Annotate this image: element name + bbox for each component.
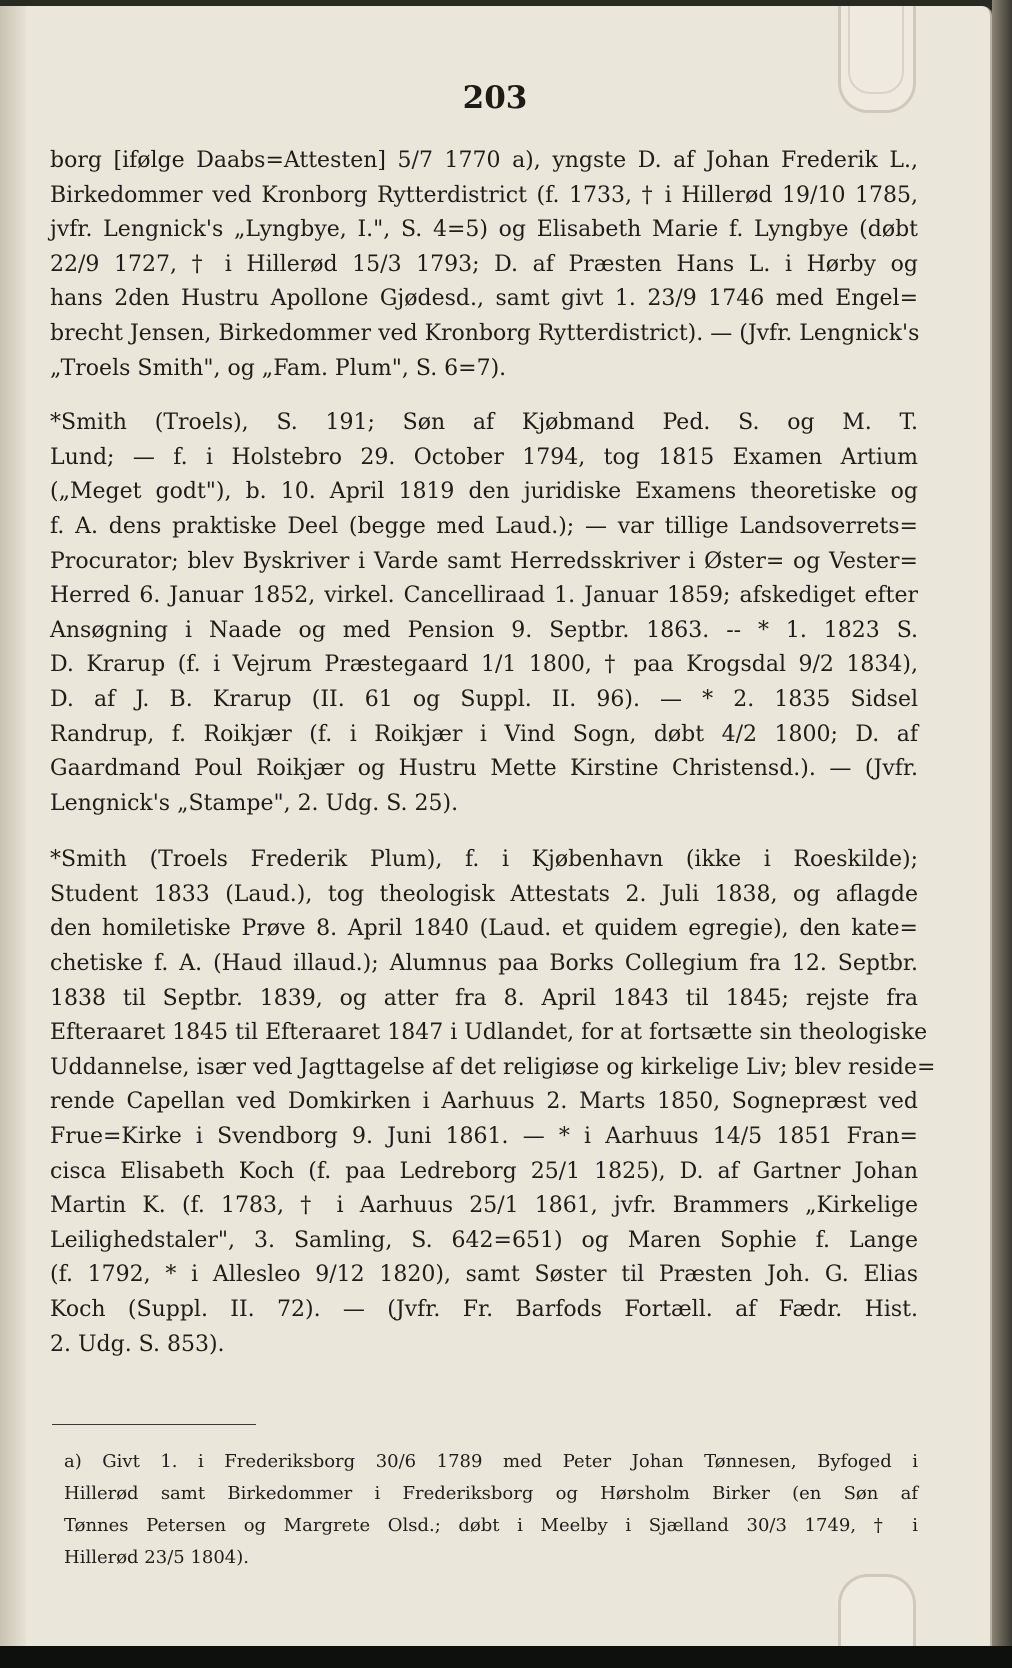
text-line: Herred 6. Januar 1852, virkel. Cancelliraad 1. Januar 1859; afskediget efter xyxy=(50,583,918,609)
text-line: rende Capellan ved Domkirken i Aarhuus 2. Marts 1850, Sognepræst ved xyxy=(50,1089,918,1115)
text-line: (f. 1792, * i Allesleo 9/12 1820), samt Søster til Præsten Joh. G. Elias xyxy=(50,1262,918,1288)
text-line: 2. Udg. S. 853). xyxy=(50,1331,225,1357)
text-line: Gaardmand Poul Roikjær og Hustru Mette Kirstine Christensd.). — (Jvfr. xyxy=(50,756,918,782)
scan-border-right xyxy=(992,0,1012,1668)
text-line: („Meget godt"), b. 10. April 1819 den juridiske Examens theoretiske og xyxy=(50,479,918,505)
footnote-line: a) Givt 1. i Frederiksborg 30/6 1789 med Peter Johan Tønnesen, Byfoged i xyxy=(64,1451,918,1472)
entry-heading-line: *Smith (Troels), S. 191; Søn af Kjøbmand Ped. S. og M. T. xyxy=(50,410,918,436)
text-line: Ansøgning i Naade og med Pension 9. Septbr. 1863. -- * 1. 1823 S. xyxy=(50,617,918,643)
book-page xyxy=(0,6,992,1648)
paragraph xyxy=(50,843,936,1362)
text-line: borg [ifølge Daabs=Attesten] 5/7 1770 a), yngste D. af Johan Frederik L., xyxy=(50,148,918,173)
text-line: Frue=Kirke i Svendborg 9. Juni 1861. — * i Aarhuus 14/5 1851 Fran= xyxy=(50,1124,918,1150)
footnote-line: Hillerød samt Birkedommer i Frederiksborg og Hørsholm Birker (en Søn af xyxy=(64,1483,918,1504)
text-line: hans 2den Hustru Apollone Gjødesd., samt givt 1. 23/9 1746 med Engel= xyxy=(50,286,918,312)
entry-heading-line: *Smith (Troels Frederik Plum), f. i Kjøbenhavn (ikke i Roeskilde); xyxy=(50,847,918,873)
footnote-line: Hillerød 23/5 1804). xyxy=(64,1547,250,1568)
binding-shadow xyxy=(0,6,26,1648)
text-line: brecht Jensen, Birkedommer ved Kronborg Rytterdistrict). — (Jvfr. Lengnick's xyxy=(50,320,920,346)
paragraph xyxy=(50,406,918,821)
text-line: D. af J. B. Krarup (II. 61 og Suppl. II. 96). — * 2. 1835 Sidsel xyxy=(50,686,918,712)
page-clip-bottom xyxy=(838,1574,916,1648)
text-line: cisca Elisabeth Koch (f. paa Ledreborg 25/1 1825), D. af Gartner Johan xyxy=(50,1158,918,1184)
text-line: Birkedommer ved Kronborg Rytterdistrict (f. 1733, † i Hillerød 19/10 1785, xyxy=(50,182,918,208)
footnote-line: Tønnes Petersen og Margrete Olsd.; døbt i Meelby i Sjælland 30/3 1749, † i xyxy=(64,1515,918,1536)
text-line: „Troels Smith", og „Fam. Plum", S. 6=7). xyxy=(50,355,507,381)
text-line: f. A. dens praktiske Deel (begge med Laud.); — var tillige Landsoverrets= xyxy=(50,513,918,539)
text-line: Student 1833 (Laud.), tog theologisk Attestats 2. Juli 1838, og aflagde xyxy=(50,881,918,907)
text-line: 22/9 1727, † i Hillerød 15/3 1793; D. af Præsten Hans L. i Hørby og xyxy=(50,251,918,277)
text-line: Leilighedstaler", 3. Samling, S. 642=651) og Maren Sophie f. Lange xyxy=(50,1227,918,1253)
text-line: Lund; — f. i Holstebro 29. October 1794, tog 1815 Examen Artium xyxy=(50,444,918,470)
paragraph xyxy=(50,144,918,386)
text-line: chetiske f. A. (Haud illaud.); Alumnus paa Borks Collegium fra 12. Septbr. xyxy=(50,951,918,977)
text-line: 1838 til Septbr. 1839, og atter fra 8. April 1843 til 1845; rejste fra xyxy=(50,985,918,1011)
text-line: D. Krarup (f. i Vejrum Præstegaard 1/1 1800, † paa Krogsdal 9/2 1834), xyxy=(50,652,918,678)
text-line: den homiletiske Prøve 8. April 1840 (Laud. et quidem egregie), den kate= xyxy=(50,916,918,942)
footnote-divider xyxy=(52,1424,256,1425)
main-text xyxy=(50,144,936,1362)
text-line: Lengnick's „Stampe", 2. Udg. S. 25). xyxy=(50,790,459,816)
text-line: Uddannelse, især ved Jagttagelse af det religiøse og kirkelige Liv; blev reside= xyxy=(50,1054,936,1080)
page-number: 203 xyxy=(462,80,528,116)
text-line: Randrup, f. Roikjær (f. i Roikjær i Vind Sogn, døbt 4/2 1800; D. af xyxy=(50,721,918,747)
text-line: Procurator; blev Byskriver i Varde samt Herredsskriver i Øster= og Vester= xyxy=(50,548,918,574)
text-line: Koch (Suppl. II. 72). — (Jvfr. Fr. Barfods Fortæll. af Fædr. Hist. xyxy=(50,1297,918,1322)
text-line: Efteraaret 1845 til Efteraaret 1847 i Udlandet, for at fortsætte sin theologiske xyxy=(50,1020,928,1046)
scan-border-bottom xyxy=(0,1646,1012,1668)
footnote xyxy=(64,1446,918,1574)
text-line: Martin K. (f. 1783, † i Aarhuus 25/1 1861, jvfr. Brammers „Kirkelige xyxy=(50,1193,918,1219)
text-line: jvfr. Lengnick's „Lyngbye, I.", S. 4=5) og Elisabeth Marie f. Lyngbye (døbt xyxy=(50,217,918,243)
